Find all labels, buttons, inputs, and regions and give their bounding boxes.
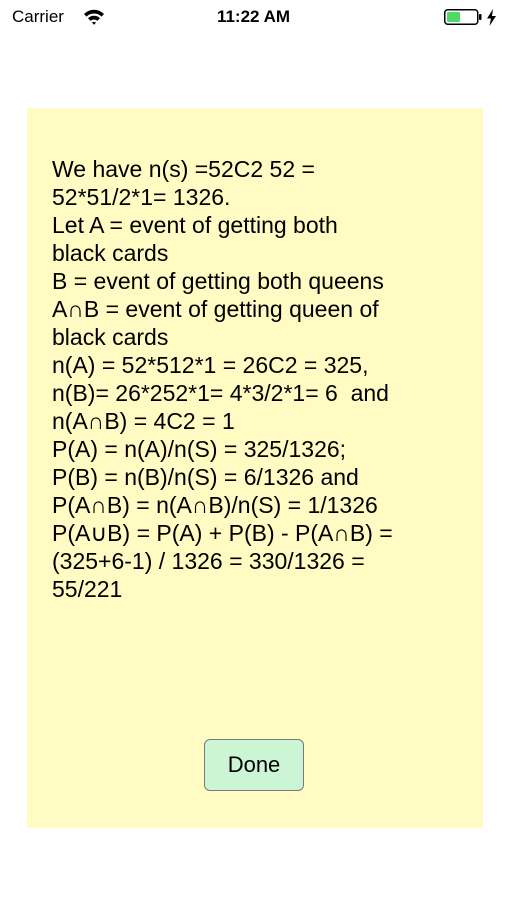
status-bar (0, 0, 507, 34)
solution-text (52, 155, 472, 603)
clock-time: 11:22 AM (216, 7, 291, 26)
solution-line: P(B) = n(B)/n(S) = 6/1326 and (52, 464, 359, 490)
solution-line: P(A∪B) = P(A) + P(B) - P(A∩B) = (52, 520, 393, 546)
solution-line: 55/221 (52, 576, 123, 602)
charging-bolt-icon (486, 9, 497, 26)
solution-line: 52*51/2*1= 1326. (52, 184, 231, 210)
solution-line: P(A∩B) = n(A∩B)/n(S) = 1/1326 (52, 492, 378, 518)
solution-line: black cards (52, 324, 169, 350)
solution-line: n(A) = 52*512*1 = 26C2 = 325, (52, 352, 369, 378)
solution-panel (27, 108, 483, 828)
battery-icon (444, 9, 482, 25)
solution-line: We have n(s) =52C2 52 = (52, 156, 315, 182)
solution-line: n(B)= 26*252*1= 4*3/2*1= 6 and (52, 380, 389, 406)
solution-line: A∩B = event of getting queen of (52, 296, 379, 322)
solution-line: n(A∩B) = 4C2 = 1 (52, 408, 235, 434)
solution-line: B = event of getting both queens (52, 268, 384, 294)
solution-line: black cards (52, 240, 169, 266)
done-button[interactable]: Done (204, 739, 304, 791)
carrier-label: Carrier (12, 7, 64, 26)
solution-line: P(A) = n(A)/n(S) = 325/1326; (52, 436, 347, 462)
solution-line: (325+6-1) / 1326 = 330/1326 = (52, 548, 365, 574)
solution-line: Let A = event of getting both (52, 212, 338, 238)
